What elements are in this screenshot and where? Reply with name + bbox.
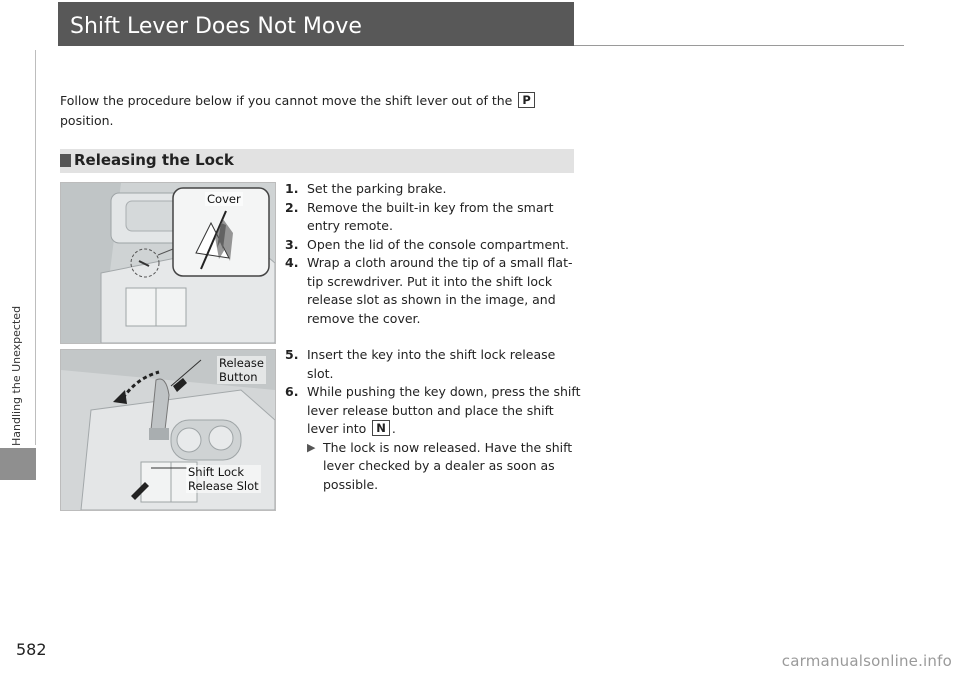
step-text-end: . [391,421,396,436]
intro-paragraph [60,91,580,131]
shift-lock-slot-label [186,465,261,493]
step-number: 5. [285,347,299,362]
step-text: Set the parking brake. [307,181,447,196]
page-number: 582 [16,640,47,659]
step-5 [285,346,585,383]
step-2 [285,199,585,236]
step-number: 1. [285,181,299,196]
chapter-label: Handling the Unexpected [10,305,23,446]
watermark: carmanualsonline.info [781,652,952,670]
section-header [60,149,574,173]
step-number: 6. [285,384,299,399]
intro-text: Follow the procedure below if you cannot move the shift lever out of the [60,93,513,108]
park-key-symbol: P [518,92,534,108]
figure-console-cover [60,182,276,344]
step-number: 3. [285,236,299,252]
steps-list-b [285,346,585,494]
cover-label: Cover [207,192,241,206]
neutral-key-symbol: N [372,420,390,436]
step-text: While pushing the key down, press the shift lever release button and place the shift lever into [307,384,581,436]
step-number: 2. [285,199,299,215]
step-4 [285,254,585,328]
step-text: Open the lid of the console compartment. [307,236,569,252]
release-button-label [217,356,266,384]
note-text: The lock is now released. Have the shift lever checked by a dealer as soon as possible. [323,439,573,492]
step-text: Wrap a cloth around the tip of a small flat-tip screwdriver. Put it into the shift lock release slot as shown in the image, and remove the cover. [307,255,573,326]
side-rule [35,50,36,445]
result-note [285,439,585,495]
console-illustration [61,183,275,343]
section-square-icon [60,154,71,167]
note-arrow-icon: ▶ [307,440,316,454]
release-button-label-line1: Release [219,356,264,370]
section-title: Releasing the Lock [74,151,234,169]
figure-shift-lock [60,349,276,511]
page-title: Shift Lever Does Not Move [70,14,362,39]
steps-list-a [285,180,585,328]
step-6 [285,383,585,439]
step-text: Remove the built-in key from the smart entry remote. [307,199,554,233]
side-block [0,448,36,480]
step-number: 4. [285,255,299,270]
step-3 [285,236,585,255]
shift-lock-label-line2: Release Slot [188,479,259,493]
shift-lock-label-line1: Shift Lock [188,465,245,479]
intro-text-end: position. [60,113,114,128]
title-rule [574,45,904,46]
release-button-label-line2: Button [219,370,258,384]
step-1 [285,180,585,199]
step-text: Insert the key into the shift lock release slot. [307,347,556,381]
